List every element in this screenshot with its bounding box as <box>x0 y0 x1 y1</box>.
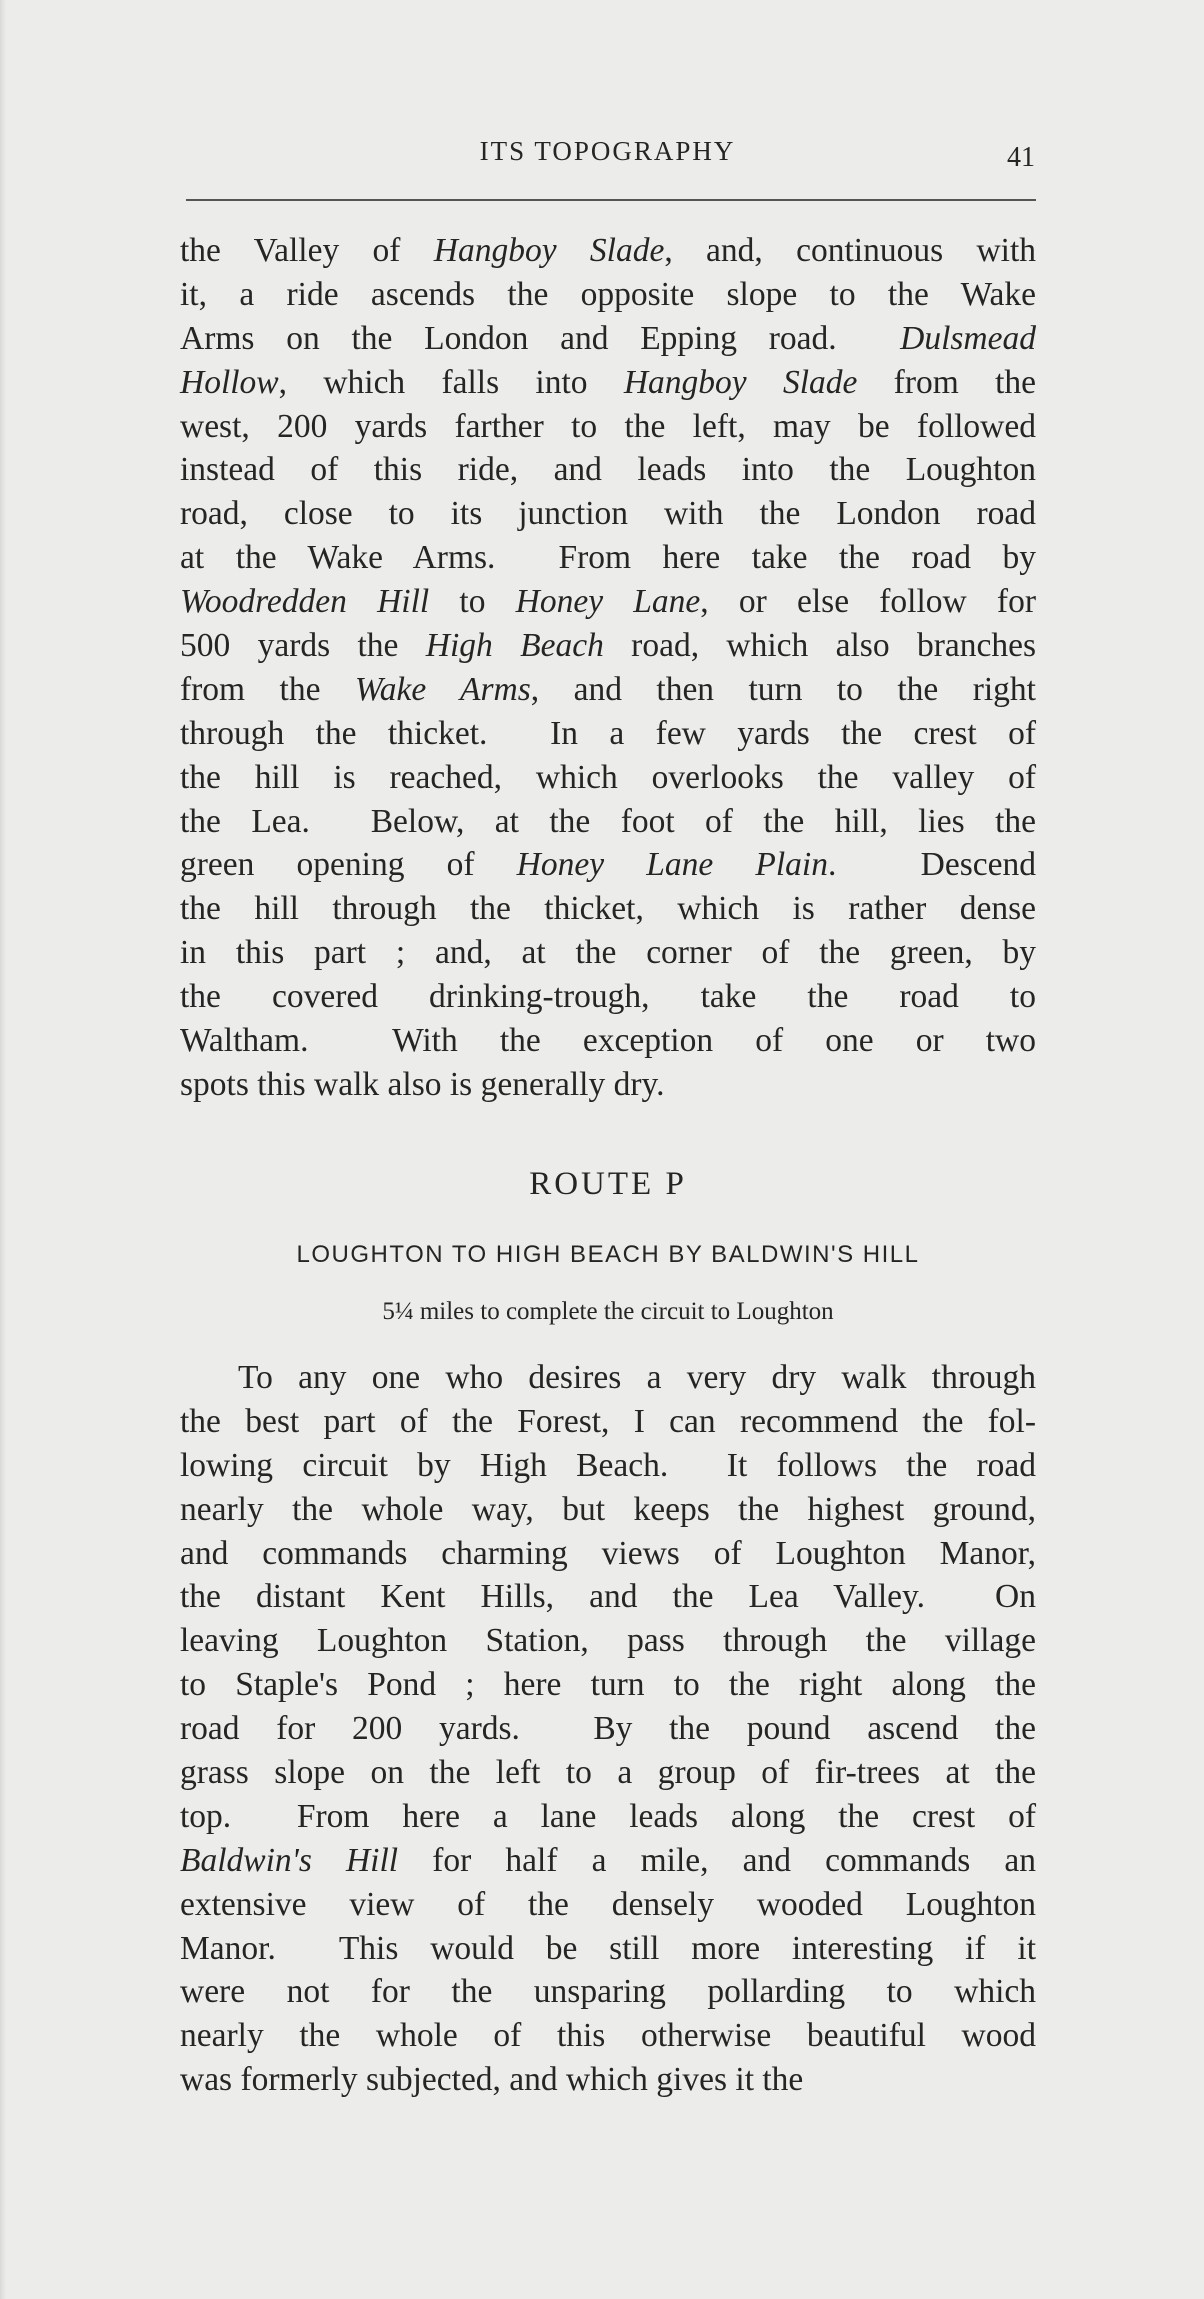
text-run: the Lea. Below, at the foot of the hill, lies the <box>180 802 1036 840</box>
italic-place-name: Honey Lane <box>515 583 701 621</box>
italic-place-name: Hangboy Slade <box>623 363 858 401</box>
italic-place-name: Dulsmead <box>900 319 1036 357</box>
italic-place-name: Hangboy Slade <box>433 232 665 269</box>
route-distance: 5¼ miles to complete the circuit to Loughton <box>382 1298 834 1325</box>
text-line <box>180 580 1036 624</box>
text-run: Arms on the London and Epping road. <box>180 319 901 357</box>
text-line <box>180 1575 1036 1619</box>
italic-place-name: Hollow <box>180 363 279 401</box>
text-run: instead of this ride, and leads into the Loughton <box>180 451 1036 489</box>
italic-place-name: Honey Lane Plain <box>516 846 828 884</box>
text-line <box>180 1532 1036 1576</box>
text-run: , and then turn to the right <box>530 670 1036 708</box>
text-line <box>180 931 1036 975</box>
text-line <box>180 624 1036 668</box>
text-run: and commands charming views of Loughton Manor, <box>180 1534 1036 1572</box>
text-line <box>180 887 1036 931</box>
text-run: the distant Kent Hills, and the Lea Valley. On <box>180 1578 1036 1616</box>
text-run: were not for the unsparing pollarding to which <box>180 1973 1036 2011</box>
text-line <box>180 756 1036 800</box>
text-run: road, which also branches <box>603 627 1036 665</box>
route-subtitle: LOUGHTON TO HIGH BEACH BY BALDWIN'S HILL <box>296 1241 920 1268</box>
text-run: was formerly subjected, and which gives it the <box>180 2061 804 2099</box>
italic-place-name: Baldwin's Hill <box>180 1841 399 1879</box>
text-line <box>180 1019 1036 1063</box>
text-line <box>180 448 1036 492</box>
text-run: extensive view of the densely wooded Loughton <box>180 1885 1036 1923</box>
text-run: the covered drinking-trough, take the road to <box>180 978 1036 1016</box>
text-line <box>180 1970 1036 2014</box>
text-run: in this part ; and, at the corner of the green, by <box>180 934 1036 972</box>
text-run: to <box>429 583 516 621</box>
text-run: road for 200 yards. By the pound ascend the <box>180 1710 1036 1748</box>
text-run: , which falls into <box>278 363 624 401</box>
text-run: for half a mile, and commands an <box>398 1841 1036 1879</box>
text-line <box>180 2058 1036 2102</box>
text-line <box>180 1751 1036 1795</box>
text-line <box>180 2014 1036 2058</box>
text-run: grass slope on the left to a group of fir-trees at the <box>180 1754 1036 1792</box>
text-run: nearly the whole of this otherwise beautiful wood <box>180 2017 1036 2055</box>
text-run: top. From here a lane leads along the crest of <box>180 1797 1036 1835</box>
text-run: from the <box>180 670 355 708</box>
text-run: 500 yards the <box>180 627 426 665</box>
text-run: the hill is reached, which overlooks the valley of <box>180 758 1036 796</box>
text-run: from the <box>857 363 1036 401</box>
text-line <box>180 1356 1036 1400</box>
text-line <box>180 273 1036 317</box>
italic-place-name: High Beach <box>425 627 604 665</box>
text-line <box>180 975 1036 1019</box>
text-line <box>180 405 1036 449</box>
text-line <box>180 1400 1036 1444</box>
running-head: ITS TOPOGRAPHY <box>479 136 736 166</box>
text-line <box>180 1444 1036 1488</box>
text-run: to Staple's Pond ; here turn to the right along the <box>180 1666 1036 1704</box>
text-line <box>180 1927 1036 1971</box>
page-edge <box>0 0 6 2299</box>
text-run: green opening of <box>180 846 517 884</box>
text-line <box>180 1839 1036 1883</box>
text-run: nearly the whole way, but keeps the highest ground, <box>180 1490 1036 1528</box>
text-line <box>180 843 1036 887</box>
text-line <box>180 361 1036 405</box>
text-run: at the Wake Arms. From here take the road by <box>180 539 1036 577</box>
italic-place-name: Woodredden Hill <box>180 583 430 621</box>
italic-place-name: Wake Arms <box>354 670 531 708</box>
text-line <box>180 1795 1036 1839</box>
text-line <box>180 229 1036 273</box>
text-line <box>180 536 1036 580</box>
text-run: , or else follow for <box>700 583 1036 621</box>
text-line <box>180 1488 1036 1532</box>
text-line <box>180 800 1036 844</box>
route-title: ROUTE P <box>529 1166 687 1202</box>
text-line <box>180 1663 1036 1707</box>
text-line <box>180 712 1036 756</box>
text-run: it, a ride ascends the opposite slope to the Wake <box>180 275 1036 313</box>
text-run: through the thicket. In a few yards the crest of <box>180 714 1036 752</box>
text-line <box>180 1619 1036 1663</box>
text-run: west, 200 yards farther to the left, may be followed <box>180 407 1036 445</box>
text-run: the best part of the Forest, I can recommend the fol- <box>180 1402 1036 1440</box>
text-run: . Descend <box>827 846 1036 884</box>
text-line <box>180 1707 1036 1751</box>
text-run: Waltham. With the exception of one or two <box>180 1022 1036 1060</box>
text-run: spots this walk also is generally dry. <box>180 1065 665 1103</box>
text-line <box>180 668 1036 712</box>
page-header <box>180 132 1035 172</box>
header-rule <box>186 199 1036 201</box>
text-run: the Valley of <box>180 232 434 269</box>
paragraph-route-p <box>180 1356 1036 2102</box>
text-run: leaving Loughton Station, pass through the village <box>180 1622 1036 1660</box>
text-run: the hill through the thicket, which is rather dense <box>180 890 1036 928</box>
text-line <box>180 317 1036 361</box>
text-run: To any one who desires a very dry walk through <box>238 1359 1036 1396</box>
text-line <box>180 492 1036 536</box>
text-run: lowing circuit by High Beach. It follows the road <box>180 1446 1036 1484</box>
page-number: 41 <box>1007 142 1035 173</box>
text-run: Manor. This would be still more interesting if it <box>180 1929 1036 1967</box>
text-run: road, close to its junction with the London road <box>180 495 1036 533</box>
text-line <box>180 1063 1036 1107</box>
text-line <box>180 1883 1036 1927</box>
text-run: , and, continuous with <box>664 232 1036 269</box>
paragraph-hangboy-slade <box>180 229 1036 1107</box>
